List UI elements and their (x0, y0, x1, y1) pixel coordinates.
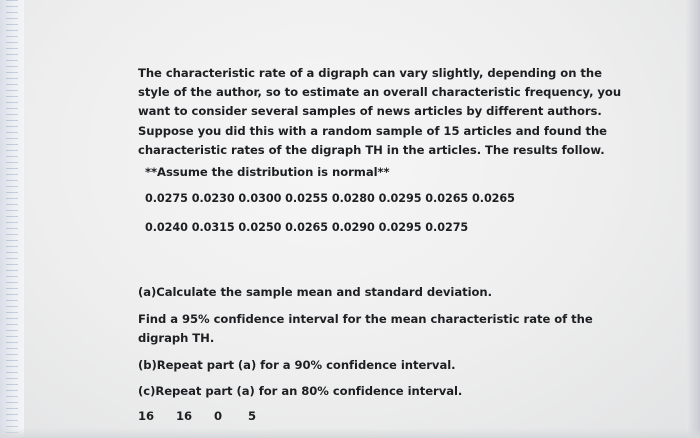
question-b: (b)Repeat part (a) for a 90% confidence interval. (138, 358, 456, 373)
right-edge (686, 0, 700, 438)
footer-number-2: 16 (176, 409, 193, 424)
footer-numbers (138, 407, 628, 426)
bottom-edge (0, 428, 700, 438)
question-c: (c)Repeat part (a) for an 80% confidence interval. (138, 384, 463, 399)
margin-ticks (6, 0, 18, 438)
problem-content (138, 64, 628, 426)
footer-number-1: 16 (138, 409, 155, 424)
footer-number-3: 0 (214, 409, 223, 424)
normal-assumption: **Assume the distribution is normal** (145, 165, 390, 180)
data-line-1: 0.0275 0.0230 0.0300 0.0255 0.0280 0.0295 0.0265 0.0265 (145, 192, 515, 206)
data-line-2: 0.0240 0.0315 0.0250 0.0265 0.0290 0.0295 0.0275 (145, 221, 469, 235)
footer-number-4: 5 (248, 409, 257, 424)
left-margin-strip (0, 0, 24, 438)
question-find-ci: Find a 95% confidence interval for the mean characteristic rate of the digraph TH. (138, 312, 593, 346)
problem-intro: The characteristic rate of a digraph can vary slightly, depending on the style of the author, so to estimate an overall characteristic frequency, you want to consider several samples of news articles by different authors. Suppose you did this with a random sample of 15 articles and found the characteristic rates of the digraph TH in the articles. The results follow. (138, 66, 622, 157)
question-a: (a)Calculate the sample mean and standard deviation. (138, 285, 492, 300)
